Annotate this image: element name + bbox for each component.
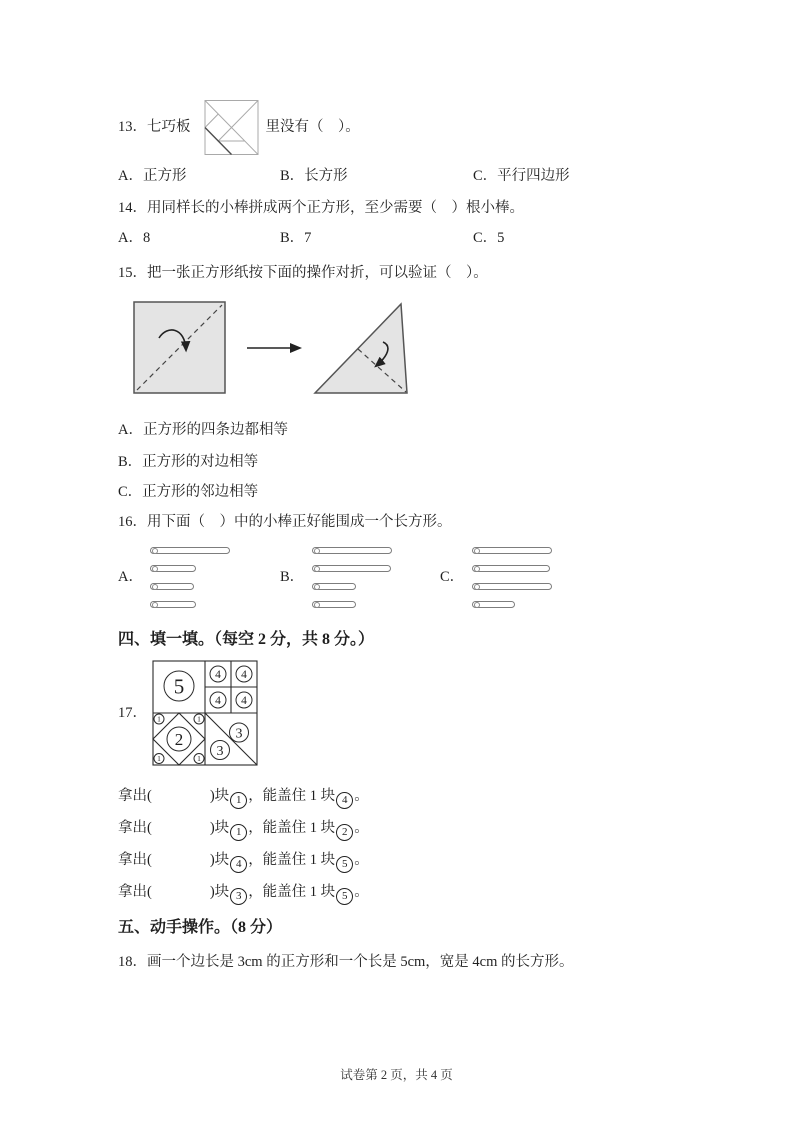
option-text: 长方形 [304, 168, 348, 184]
option-letter: C． [473, 230, 498, 247]
option-text: 8 [142, 230, 151, 247]
q17-number-circles [154, 666, 252, 764]
question-14-stem: 14．用同样长的小棒拼成两个正方形，至少需要（ ）根小棒。 [118, 200, 524, 217]
option-letter: A． [118, 168, 143, 184]
square-paper [134, 302, 225, 393]
right-arrow-icon [245, 341, 303, 355]
stick [150, 601, 196, 608]
q13-option-c [473, 167, 693, 185]
blank-mid: )块 [209, 852, 230, 868]
question-15-stem: 15．把一张正方形纸按下面的操作对折，可以验证（ ）。 [118, 265, 488, 282]
option-text: 正方形的四条边都相等 [142, 421, 288, 438]
stick [312, 601, 356, 608]
option-text: 正方形 [142, 168, 187, 184]
svg-text:4: 4 [215, 669, 221, 682]
blank-mid2: ，能盖住 1 块 [248, 820, 336, 836]
option-text: 7 [304, 230, 312, 247]
svg-text:1: 1 [157, 714, 161, 724]
option-letter: B． [280, 168, 305, 184]
blank-mid: )块 [209, 820, 230, 836]
question-17 [118, 660, 693, 766]
q15-option-a [118, 421, 693, 439]
stick [150, 547, 230, 554]
svg-text:4: 4 [241, 669, 247, 682]
q16-option-a [118, 547, 280, 608]
blank-prefix: 拿出( [118, 884, 152, 900]
stick [472, 565, 550, 572]
q17-blank-4 [118, 883, 693, 902]
blank-mid: )块 [209, 884, 230, 900]
q15-option-b [118, 453, 693, 471]
circled-number: 1 [230, 792, 247, 809]
option-letter: C． [473, 168, 498, 184]
svg-text:5: 5 [173, 674, 185, 699]
circled-number: 5 [336, 888, 353, 905]
circled-number: 4 [336, 792, 353, 809]
triangle-paper [315, 304, 407, 393]
svg-text:1: 1 [157, 754, 161, 764]
blank-prefix: 拿出( [118, 820, 152, 836]
section-5-heading: 五、动手操作。（8 分） [118, 919, 283, 936]
q14-option-b [280, 229, 473, 247]
tangram-cut-lines [205, 101, 258, 155]
q15-option-c [118, 483, 693, 501]
stick-group-b [312, 547, 392, 608]
tangram-figure [204, 99, 259, 156]
stick [312, 583, 356, 590]
question-17-number: 17． [118, 704, 147, 721]
q14-option-a [118, 229, 280, 247]
section-4-heading: 四、填一填。（每空 2 分，共 8 分。） [118, 631, 375, 648]
option-letter: A． [118, 569, 143, 586]
stick [472, 583, 552, 590]
question-18-stem: 18．画一个边长是 3cm 的正方形和一个长是 5cm，宽是 4cm 的长方形。 [118, 954, 574, 970]
option-letter: A． [118, 230, 143, 247]
blank-end: 。 [354, 820, 369, 836]
blank-prefix: 拿出( [118, 788, 152, 804]
blank-mid2: ，能盖住 1 块 [248, 788, 336, 804]
q13-option-a [118, 167, 280, 185]
question-13-text-after: 里没有（ ）。 [265, 119, 360, 136]
svg-text:3: 3 [235, 726, 243, 742]
blank-end: 。 [354, 852, 369, 868]
q17-number-labels [157, 669, 247, 763]
question-13-text-before: 13．七巧板 [118, 119, 191, 136]
option-letter: B． [280, 569, 305, 586]
folded-triangle-figure [313, 301, 409, 395]
option-letter: A． [118, 421, 143, 438]
q17-tiles-figure [152, 660, 258, 766]
q14-option-c [473, 229, 693, 247]
svg-text:3: 3 [216, 743, 224, 759]
stick [472, 547, 552, 554]
stick-group-c [472, 547, 552, 608]
svg-text:4: 4 [241, 695, 247, 708]
svg-text:1: 1 [197, 754, 201, 764]
svg-text:2: 2 [174, 729, 184, 749]
circled-number: 3 [230, 888, 247, 905]
question-15-figure [133, 301, 693, 395]
option-text: 正方形的对边相等 [142, 453, 259, 470]
q16-option-c [440, 547, 693, 608]
option-letter: C． [118, 483, 143, 500]
square-paper-figure [133, 301, 227, 395]
q16-option-b [280, 547, 440, 608]
option-text: 5 [497, 230, 505, 247]
question-13-stem [118, 99, 693, 156]
blank-mid2: ，能盖住 1 块 [248, 852, 336, 868]
blank-prefix: 拿出( [118, 852, 152, 868]
page-footer: 试卷第 2 页，共 4 页 [340, 1068, 453, 1082]
circled-number: 2 [336, 824, 353, 841]
stick [312, 565, 391, 572]
stick [472, 601, 515, 608]
q17-blank-2 [118, 819, 693, 838]
blank-end: 。 [354, 884, 369, 900]
q17-blank-3 [118, 851, 693, 870]
stick [150, 583, 194, 590]
circled-number: 5 [336, 856, 353, 873]
question-13-options [118, 167, 693, 185]
option-text: 正方形的邻边相等 [142, 483, 259, 500]
blank-mid: )块 [209, 788, 230, 804]
option-letter: C． [440, 569, 465, 586]
blank-end: 。 [354, 788, 369, 804]
option-letter: B． [118, 453, 143, 470]
stick-group-a [150, 547, 230, 608]
circled-number: 1 [230, 824, 247, 841]
svg-text:4: 4 [215, 695, 221, 708]
q17-blank-1 [118, 787, 693, 806]
circled-number: 4 [230, 856, 247, 873]
option-text: 平行四边形 [497, 168, 570, 184]
question-16-stem: 16．用下面（ ）中的小棒正好能围成一个长方形。 [118, 513, 452, 530]
svg-text:1: 1 [197, 714, 201, 724]
question-16-options [118, 547, 693, 608]
blank-mid2: ，能盖住 1 块 [248, 884, 336, 900]
question-14-options [118, 229, 693, 247]
stick [312, 547, 392, 554]
q13-option-b [280, 167, 473, 185]
option-letter: B． [280, 230, 305, 247]
stick [150, 565, 196, 572]
